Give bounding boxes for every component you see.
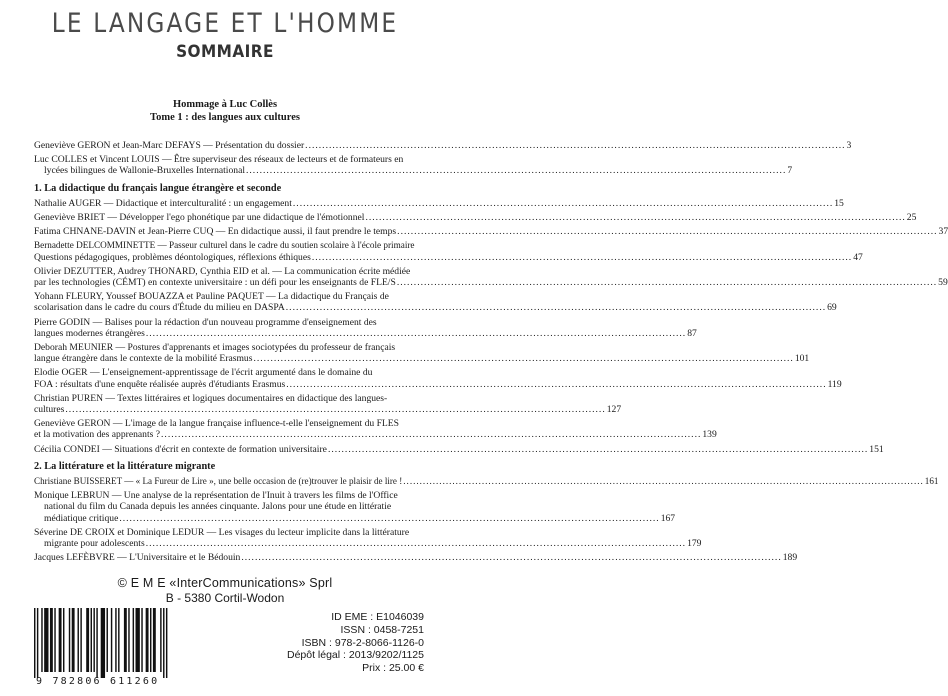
barcode-bar <box>37 608 38 678</box>
barcode-bar <box>41 608 42 672</box>
hommage-line: Hommage à Luc Collès <box>172 99 278 110</box>
toc-entry: Geneviève GERON — L'image de la langue française influence-t-elle l'enseignement du FLES et la motivation des apprenants ? ..... 139 <box>34 418 430 440</box>
publisher-block <box>0 576 450 606</box>
barcode-bar <box>96 608 97 678</box>
page-number: 15 <box>834 197 844 209</box>
barcode <box>30 608 230 686</box>
hommage-block <box>0 98 450 124</box>
page-number: 87 <box>687 327 697 339</box>
toc-entry: Yohann FLEURY, Youssef BOUAZZA et Pauline PAQUET — La didactique du Français de scolarisation dans le cadre du cours d'Étude du milieu en DASPA ..... 69 <box>34 291 430 313</box>
toc-entry: Séverine DE CROIX et Dominique LEDUR — Les visages du lecteur implicite dans la littérature migrante pour adolescents ..... 179 <box>34 527 430 549</box>
page-number: 69 <box>827 302 837 314</box>
toc-entry: Deborah MEUNIER — Postures d'apprenants et images sociotypées du professeur de français langue étrangère dans le contexte de la mobilité Erasmus ..... 101 <box>34 342 430 364</box>
page-number: 161 <box>924 476 939 487</box>
page-number: 189 <box>782 552 798 564</box>
toc-entry: Elodie OGER — L'enseignement-apprentissage de l'écrit argumenté dans le domaine du FOA : résultats d'une enquête réalisée auprès d'étudiants Erasmus ..... 119 <box>34 367 430 389</box>
page-number: 7 <box>787 165 793 177</box>
barcode-bar <box>34 608 35 678</box>
toc-entry: Geneviève BRIET — Développer l'ego phonétique par une didactique de l'émotionnel ..... 25 <box>34 212 430 223</box>
toc-entry: Nathalie AUGER — Didactique et interculturalité : un engagement ..... 15 <box>34 198 430 209</box>
section-heading: 2. La littérature et la littérature migrante <box>34 460 216 472</box>
toc-entry: Christiane BUISSERET — « La Fureur de Lire », une belle occasion de (re)trouver le plaisir de lire ! ..... 161 <box>34 476 430 487</box>
barcode-bar <box>150 608 151 672</box>
table-of-contents <box>34 140 948 567</box>
toc-entry: Jacques LEFÈBVRE — L'Universitaire et le Bédouin ..... 189 <box>34 552 430 563</box>
page-number: 25 <box>906 212 917 224</box>
barcode-bar <box>80 608 81 672</box>
barcode-bar <box>160 608 161 672</box>
page-number: 179 <box>687 538 702 550</box>
barcode-bar <box>101 608 105 678</box>
page-number: 167 <box>660 512 676 524</box>
identifiers-block <box>287 611 424 675</box>
tome-line: Tome 1 : des langues aux cultures <box>150 112 300 123</box>
barcode-bar <box>111 608 112 672</box>
toc-entry: Pierre GODIN — Balises pour la rédaction d'un nouveau programme d'enseignement des langues modernes étrangères ..... 87 <box>34 317 430 339</box>
publisher-name: © E M E «InterCommunications» Sprl <box>117 576 333 590</box>
page-number: 127 <box>606 404 622 416</box>
barcode-bar <box>163 608 164 678</box>
barcode-bar <box>72 608 75 672</box>
toc-entry: Geneviève GERON et Jean-Marc DEFAYS — Présentation du dossier ..... 3 <box>34 140 430 151</box>
depot-legal: Dépôt légal : 2013/9202/1125 <box>286 649 424 662</box>
barcode-bar <box>166 608 167 678</box>
page-number: 37 <box>938 226 948 238</box>
id-eme: ID EME : E1046039 <box>331 611 424 623</box>
masthead <box>0 8 450 62</box>
section-heading: 1. La didactique du français langue étrangère et seconde <box>34 182 282 194</box>
barcode-bar <box>153 608 156 672</box>
barcode-bar <box>124 608 127 672</box>
sommaire-heading: SOMMAIRE <box>176 42 274 62</box>
barcode-bar <box>141 608 142 672</box>
toc-entry: Olivier DEZUTTER, Audrey THONARD, Cynthia EID et al. — La communication écrite médiée par les technologies (CÉMT) en contexte universitaire : un défi pour les enseignants de FLE/S ..... 59 <box>34 266 430 288</box>
barcode-bar <box>78 608 79 672</box>
barcode-bar <box>91 608 92 672</box>
barcode-bar <box>93 608 94 672</box>
price: Prix : 25.00 € <box>362 662 424 675</box>
barcode-bar <box>136 608 140 672</box>
barcode-bar <box>54 608 55 672</box>
barcode-bar <box>50 608 53 672</box>
page-number: 59 <box>938 277 948 289</box>
barcode-bar <box>128 608 129 672</box>
toc-entry: Bernadette DELCOMMINETTE — Passeur culturel dans le cadre du soutien scolaire à l'école primaire Questions pédagogiques, problèmes déontologiques, réflexions éthiques ..... 47 <box>34 240 430 262</box>
page-number: 151 <box>869 443 884 455</box>
barcode-bar <box>59 608 62 672</box>
barcode-bar <box>69 608 70 672</box>
page-number: 3 <box>846 140 852 151</box>
barcode-bar <box>107 608 108 672</box>
barcode-bar <box>118 608 119 672</box>
page-number: 101 <box>794 353 810 365</box>
toc-entry: Fatima CHNANE-DAVIN et Jean-Pierre CUQ — En didactique aussi, il faut prendre le temps ..... 37 <box>34 226 430 237</box>
issn: ISSN : 0458-7251 <box>340 623 424 636</box>
publisher-address: B - 5380 Cortil-Wodon <box>165 591 285 605</box>
page-number: 139 <box>702 429 717 441</box>
journal-title: LE LANGAGE ET L'HOMME <box>51 8 399 39</box>
toc-entry: Christian PUREN — Textes littéraires et logiques documentaires en didactique des langues- cultures ..... 127 <box>34 393 430 415</box>
barcode-bar <box>44 608 48 672</box>
barcode-number: 9 782806 611260 <box>36 676 160 687</box>
barcode-bar <box>146 608 149 672</box>
isbn: ISBN : 978-2-8066-1126-0 <box>301 636 424 649</box>
toc-entry: Monique LEBRUN — Une analyse de la représentation de l'Inuit à travers les films de l'Office national du film du Canada depuis les années cinquante. Jalons pour une étude en littératie médiatique critique ..... 167 <box>34 490 430 524</box>
barcode-bar <box>115 608 116 672</box>
toc-entry: Cécilia CONDEI — Situations d'écrit en contexte de formation universitaire ..... 151 <box>34 444 430 455</box>
toc-entry: Luc COLLES et Vincent LOUIS — Être superviseur des réseaux de lecteurs et de formateurs en lycées bilingues de Wallonie-Bruxelles International ..... 7 <box>34 154 430 176</box>
page-number: 119 <box>827 378 842 390</box>
barcode-bar <box>63 608 64 672</box>
page-number: 47 <box>853 251 863 263</box>
barcode-bar <box>86 608 89 672</box>
barcode-bar <box>133 608 134 672</box>
